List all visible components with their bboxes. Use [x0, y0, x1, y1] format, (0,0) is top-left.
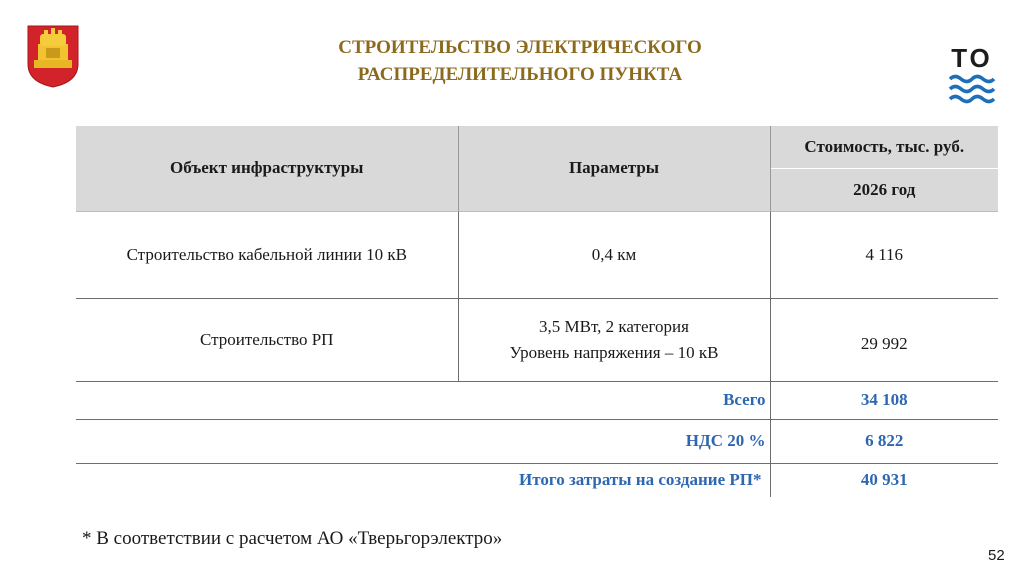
summary-value: 40 931: [770, 463, 998, 497]
summary-label: НДС 20 %: [76, 419, 770, 463]
summary-row: [76, 419, 998, 463]
header-cost: Стоимость, тыс. руб.: [770, 126, 998, 168]
coat-of-arms-icon: [26, 24, 80, 88]
row-object: Строительство РП: [76, 298, 458, 381]
summary-value: 34 108: [770, 381, 998, 419]
row-params: [458, 298, 770, 381]
summary-label: Всего: [76, 381, 770, 419]
cost-table: [76, 126, 998, 497]
summary-value: 6 822: [770, 419, 998, 463]
row-params-line: 0,4 км: [591, 244, 637, 264]
region-logo: [944, 44, 1000, 108]
table-row: [76, 298, 998, 381]
footnote: * В соответствии с расчетом АО «Тверьгорэлектро»: [82, 528, 503, 549]
logo-text: ТО: [951, 43, 993, 73]
row-cost: 29 992: [770, 298, 998, 381]
slide-title: [220, 34, 820, 88]
summary-row: [76, 463, 998, 497]
summary-label: Итого затраты на создание РП*: [76, 463, 770, 497]
table-row: [76, 211, 998, 298]
row-params-line: Уровень напряжения – 10 кВ: [509, 342, 719, 362]
row-object: Строительство кабельной линии 10 кВ: [76, 211, 458, 298]
waves-icon: [948, 74, 996, 106]
row-params-line: 3,5 МВт, 2 категория: [539, 316, 689, 336]
header-params: Параметры: [458, 126, 770, 211]
title-line-1: СТРОИТЕЛЬСТВО ЭЛЕКТРИЧЕСКОГО: [338, 37, 702, 58]
summary-row: [76, 381, 998, 419]
row-cost: 4 116: [770, 211, 998, 298]
header-year: 2026 год: [770, 168, 998, 211]
title-line-2: РАСПРЕДЕЛИТЕЛЬНОГО ПУНКТА: [357, 64, 683, 85]
page-number: 52: [988, 547, 1005, 564]
row-params: [458, 211, 770, 298]
header-object: Объект инфраструктуры: [76, 126, 458, 211]
